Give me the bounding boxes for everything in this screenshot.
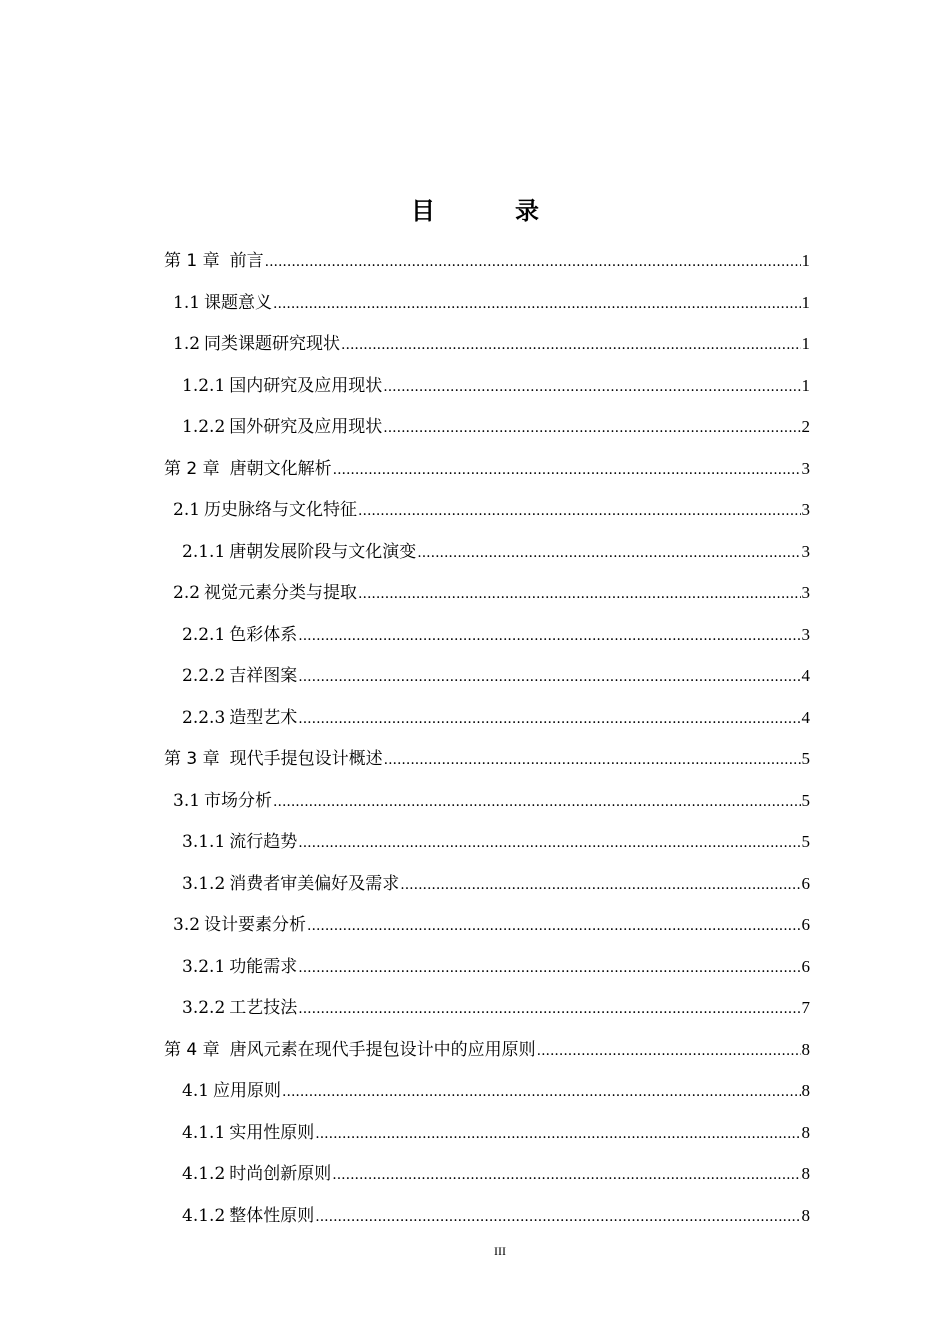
toc-entry-page: 1	[801, 375, 810, 395]
toc-entry-number: 3.1.2	[182, 873, 226, 894]
toc-dot-leader	[333, 457, 801, 483]
toc-dot-leader	[332, 1162, 800, 1188]
toc-entry-number: 4.1.1	[182, 1122, 226, 1143]
toc-entry[interactable]	[164, 456, 810, 482]
page-number: III	[494, 1244, 506, 1258]
toc-entry-title: 整体性原则	[229, 1205, 315, 1226]
toc-entry-title: 视觉元素分类与提取	[204, 583, 358, 603]
toc-entry-title: 造型艺术	[229, 707, 298, 728]
toc-entry[interactable]	[164, 746, 810, 772]
toc-entry-number: 3.2	[173, 915, 201, 935]
toc-entry-page: 4	[801, 707, 810, 727]
toc-entry-number: 3.2.1	[182, 956, 226, 977]
toc-entry-number: 3.1	[173, 790, 201, 811]
toc-dot-leader	[383, 415, 800, 441]
toc-entry-page: 1	[801, 251, 810, 270]
toc-entry-page: 5	[801, 790, 810, 810]
toc-dot-leader	[298, 623, 800, 649]
toc-entry-title: 前言	[229, 251, 264, 271]
toc-entry[interactable]	[164, 248, 810, 274]
toc-dot-leader	[273, 291, 800, 317]
toc-entry-number: 2.1	[173, 500, 201, 520]
toc-entry-page: 8	[801, 1205, 810, 1225]
toc-entry-number: 4.1.2	[182, 1205, 226, 1226]
toc-entry-number: 1.2.1	[182, 375, 226, 396]
toc-entry[interactable]	[182, 663, 810, 689]
toc-entry[interactable]	[182, 622, 810, 648]
toc-entry[interactable]	[173, 912, 810, 938]
toc-dot-leader	[400, 872, 800, 898]
toc-entry-number: 第 2 章	[164, 458, 220, 479]
toc-entry-title: 吉祥图案	[229, 666, 298, 686]
toc-entry-title: 工艺技法	[229, 998, 298, 1018]
toc-dot-leader	[273, 789, 800, 815]
toc-entry-title: 功能需求	[229, 956, 298, 977]
toc-dot-leader	[537, 1038, 801, 1064]
toc-entry-title: 消费者审美偏好及需求	[229, 873, 400, 894]
toc-entry[interactable]	[182, 1161, 810, 1187]
toc-entry[interactable]	[182, 373, 810, 399]
toc-entry-page: 8	[801, 1081, 810, 1100]
toc-entry-title: 唐风元素在现代手提包设计中的应用原则	[229, 1039, 536, 1060]
toc-entry-title: 市场分析	[204, 790, 273, 811]
toc-entry-number: 1.2.2	[182, 417, 226, 437]
toc-entry-number: 第 1 章	[164, 251, 220, 271]
toc-entry-page: 8	[801, 1164, 810, 1183]
toc-entry-page: 5	[801, 832, 810, 851]
toc-entry[interactable]	[173, 580, 810, 606]
toc-entry-title: 唐朝发展阶段与文化演变	[229, 541, 417, 562]
toc-entry[interactable]	[182, 829, 810, 855]
toc-entry[interactable]	[182, 1078, 810, 1104]
toc-dot-leader	[298, 996, 800, 1022]
toc-entry-number: 4.1	[182, 1081, 210, 1101]
toc-entry-page: 5	[801, 749, 810, 768]
toc-entry[interactable]	[182, 705, 810, 731]
toc-entry-title: 同类课题研究现状	[204, 334, 341, 354]
toc-entry[interactable]	[182, 1203, 810, 1229]
toc-dot-leader	[265, 249, 801, 275]
toc-dot-leader	[307, 913, 800, 939]
toc-entry-page: 1	[801, 292, 810, 312]
toc-entry-page: 6	[801, 873, 810, 893]
toc-entry[interactable]	[182, 954, 810, 980]
toc-entry-page: 2	[801, 417, 810, 436]
toc-entry-number: 2.1.1	[182, 541, 226, 562]
toc-entry[interactable]	[173, 788, 810, 814]
toc-entry-page: 8	[801, 1039, 810, 1059]
toc-dot-leader	[282, 1079, 800, 1105]
toc-entry-number: 2.2	[173, 583, 201, 603]
toc-entry[interactable]	[182, 871, 810, 897]
toc-entry-number: 3.1.1	[182, 832, 226, 852]
toc-entry-page: 6	[801, 915, 810, 934]
toc-entry-number: 4.1.2	[182, 1164, 226, 1184]
toc-entry-page: 1	[801, 334, 810, 353]
toc-dot-leader	[315, 1204, 800, 1230]
toc-entry-number: 第 3 章	[164, 749, 220, 769]
toc-entry-title: 现代手提包设计概述	[229, 749, 383, 769]
toc-entry-number: 2.2.1	[182, 624, 226, 645]
toc-entry-page: 4	[801, 666, 810, 685]
toc-entry-page: 8	[801, 1122, 810, 1142]
toc-entry-page: 3	[801, 624, 810, 644]
toc-dot-leader	[341, 332, 800, 358]
toc-entry-title: 时尚创新原则	[229, 1164, 332, 1184]
toc-entry[interactable]	[173, 331, 810, 357]
toc-dot-leader	[315, 1121, 800, 1147]
toc-dot-leader	[298, 706, 800, 732]
toc-dot-leader	[383, 374, 800, 400]
toc-entry-number: 1.2	[173, 334, 201, 354]
toc-entry-title: 色彩体系	[229, 624, 298, 645]
toc-entry-number: 2.2.3	[182, 707, 226, 728]
toc-dot-leader	[358, 581, 800, 607]
toc-dot-leader	[384, 747, 801, 773]
toc-entry-number: 2.2.2	[182, 666, 226, 686]
toc-dot-leader	[298, 830, 800, 856]
toc-entry[interactable]	[164, 1037, 810, 1063]
toc-title: 目 录	[411, 197, 567, 226]
toc-entry-page: 3	[801, 500, 810, 519]
toc-entry-title: 唐朝文化解析	[229, 458, 332, 479]
toc-entry[interactable]	[182, 995, 810, 1021]
toc-entry[interactable]	[182, 539, 810, 565]
toc-entry-title: 流行趋势	[229, 832, 298, 852]
toc-entry-number: 第 4 章	[164, 1039, 220, 1060]
toc-entry-page: 7	[801, 998, 810, 1017]
toc-entry-page: 3	[801, 458, 810, 478]
toc-entry[interactable]	[173, 497, 810, 523]
toc-entry-title: 国内研究及应用现状	[229, 375, 383, 396]
toc-dot-leader	[358, 498, 800, 524]
toc-entry-page: 6	[801, 956, 810, 976]
toc-entry-number: 3.2.2	[182, 998, 226, 1018]
toc-entry-page: 3	[801, 583, 810, 602]
toc-entry[interactable]	[173, 290, 810, 316]
toc-entry-title: 历史脉络与文化特征	[204, 500, 358, 520]
toc-dot-leader	[298, 664, 800, 690]
toc-entry-title: 课题意义	[204, 292, 273, 313]
toc-entry-title: 应用原则	[213, 1081, 282, 1101]
toc-dot-leader	[298, 955, 800, 981]
toc-entry-title: 实用性原则	[229, 1122, 315, 1143]
toc-entry-title: 国外研究及应用现状	[229, 417, 383, 437]
toc-dot-leader	[417, 540, 800, 566]
toc-entry[interactable]	[182, 1120, 810, 1146]
toc-entry[interactable]	[182, 414, 810, 440]
toc-entry-title: 设计要素分析	[204, 915, 307, 935]
toc-entry-page: 3	[801, 541, 810, 561]
toc-entry-number: 1.1	[173, 292, 201, 313]
